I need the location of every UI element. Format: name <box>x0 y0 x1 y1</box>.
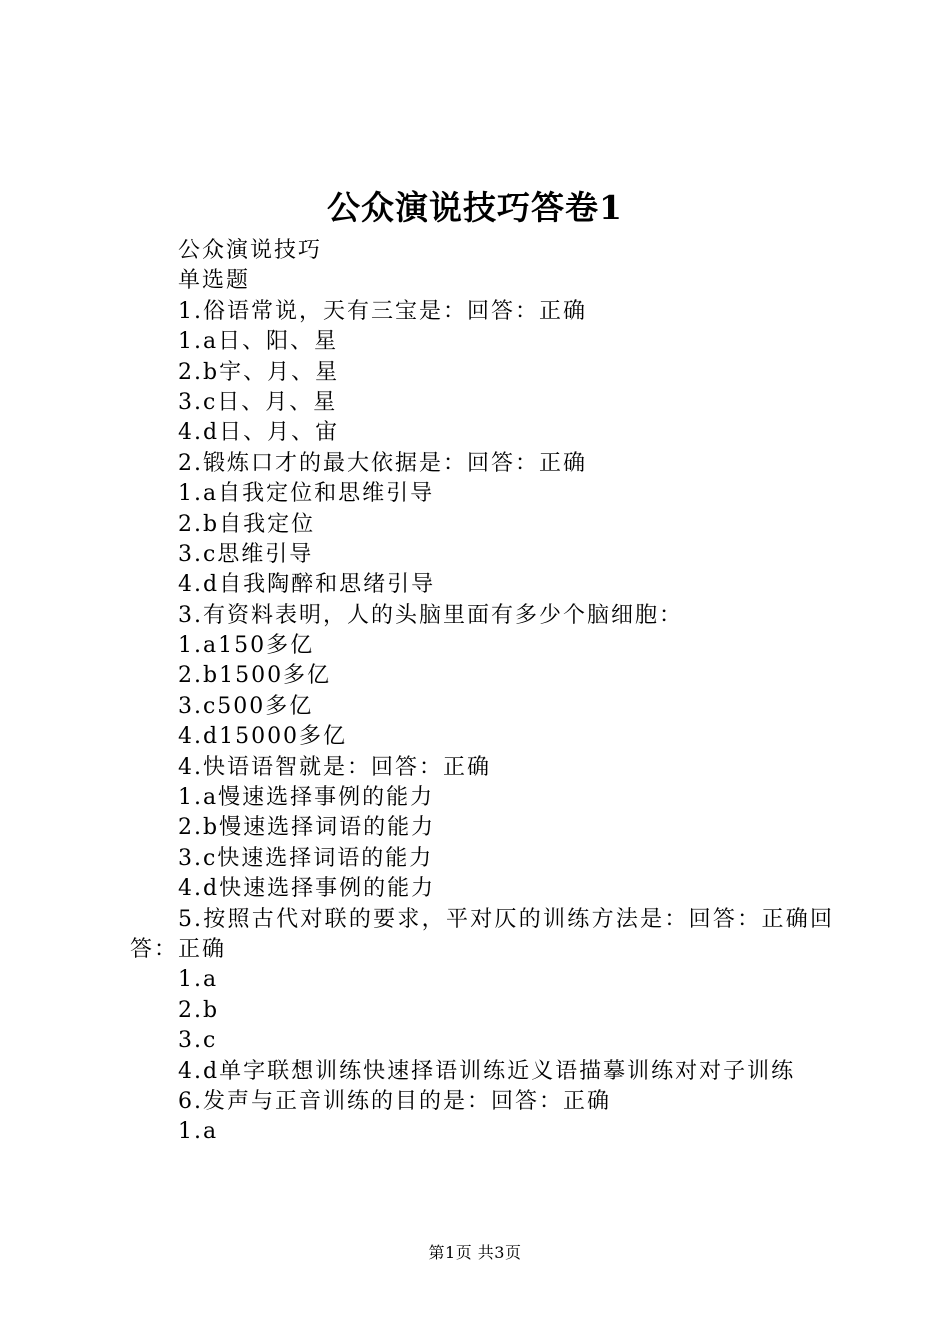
option-line: 4.d15000多亿 <box>178 724 348 750</box>
question-2: 2.锻炼口才的最大依据是：回答：正确 <box>178 450 587 476</box>
option-line: 2.b自我定位 <box>178 511 316 537</box>
option-line: 1.a慢速选择事例的能力 <box>178 785 435 811</box>
text-line: 公众演说技巧 <box>178 238 323 263</box>
option-line: 3.c日、月、星 <box>178 389 338 415</box>
option-line: 1.a <box>178 1119 219 1145</box>
text-line: 单选题 <box>178 268 251 294</box>
option-line: 4.d自我陶醉和思绪引导 <box>178 572 436 598</box>
document-body <box>130 236 834 1148</box>
option-line: 2.b宇、月、星 <box>178 359 340 385</box>
option-line: 1.a150多亿 <box>178 633 315 659</box>
option-line: 1.a日、阳、星 <box>178 329 339 355</box>
option-line: 2.b1500多亿 <box>178 663 332 689</box>
question-4: 4.快语语智就是：回答：正确 <box>178 754 491 780</box>
question-1: 1.俗语常说，天有三宝是：回答：正确 <box>178 298 587 324</box>
document-title: 公众演说技巧答卷1 <box>327 188 623 227</box>
question-3: 3.有资料表明，人的头脑里面有多少个脑细胞： <box>178 602 683 628</box>
option-line: 3.c <box>178 1028 218 1054</box>
option-line: 1.a <box>178 967 219 993</box>
option-line: 1.a自我定位和思维引导 <box>178 481 435 507</box>
question-5: 5.按照古代对联的要求，平对仄的训练方法是：回答：正确回答：正确 <box>130 906 834 962</box>
option-line: 4.d日、月、宙 <box>178 420 340 446</box>
option-line: 3.c快速选择词语的能力 <box>178 845 434 871</box>
option-line: 2.b <box>178 997 220 1023</box>
option-line: 2.b慢速选择词语的能力 <box>178 815 436 841</box>
page-footer: 第1页 共3页 <box>428 1243 522 1262</box>
option-line: 3.c思维引导 <box>178 541 314 567</box>
option-line: 3.c500多亿 <box>178 693 314 719</box>
option-paragraph: 4.d单字联想训练快速择语训练近义语描摹训练对对子训练 <box>178 1058 796 1084</box>
question-6: 6.发声与正音训练的目的是：回答：正确 <box>178 1088 611 1114</box>
option-line: 4.d快速选择事例的能力 <box>178 876 436 902</box>
